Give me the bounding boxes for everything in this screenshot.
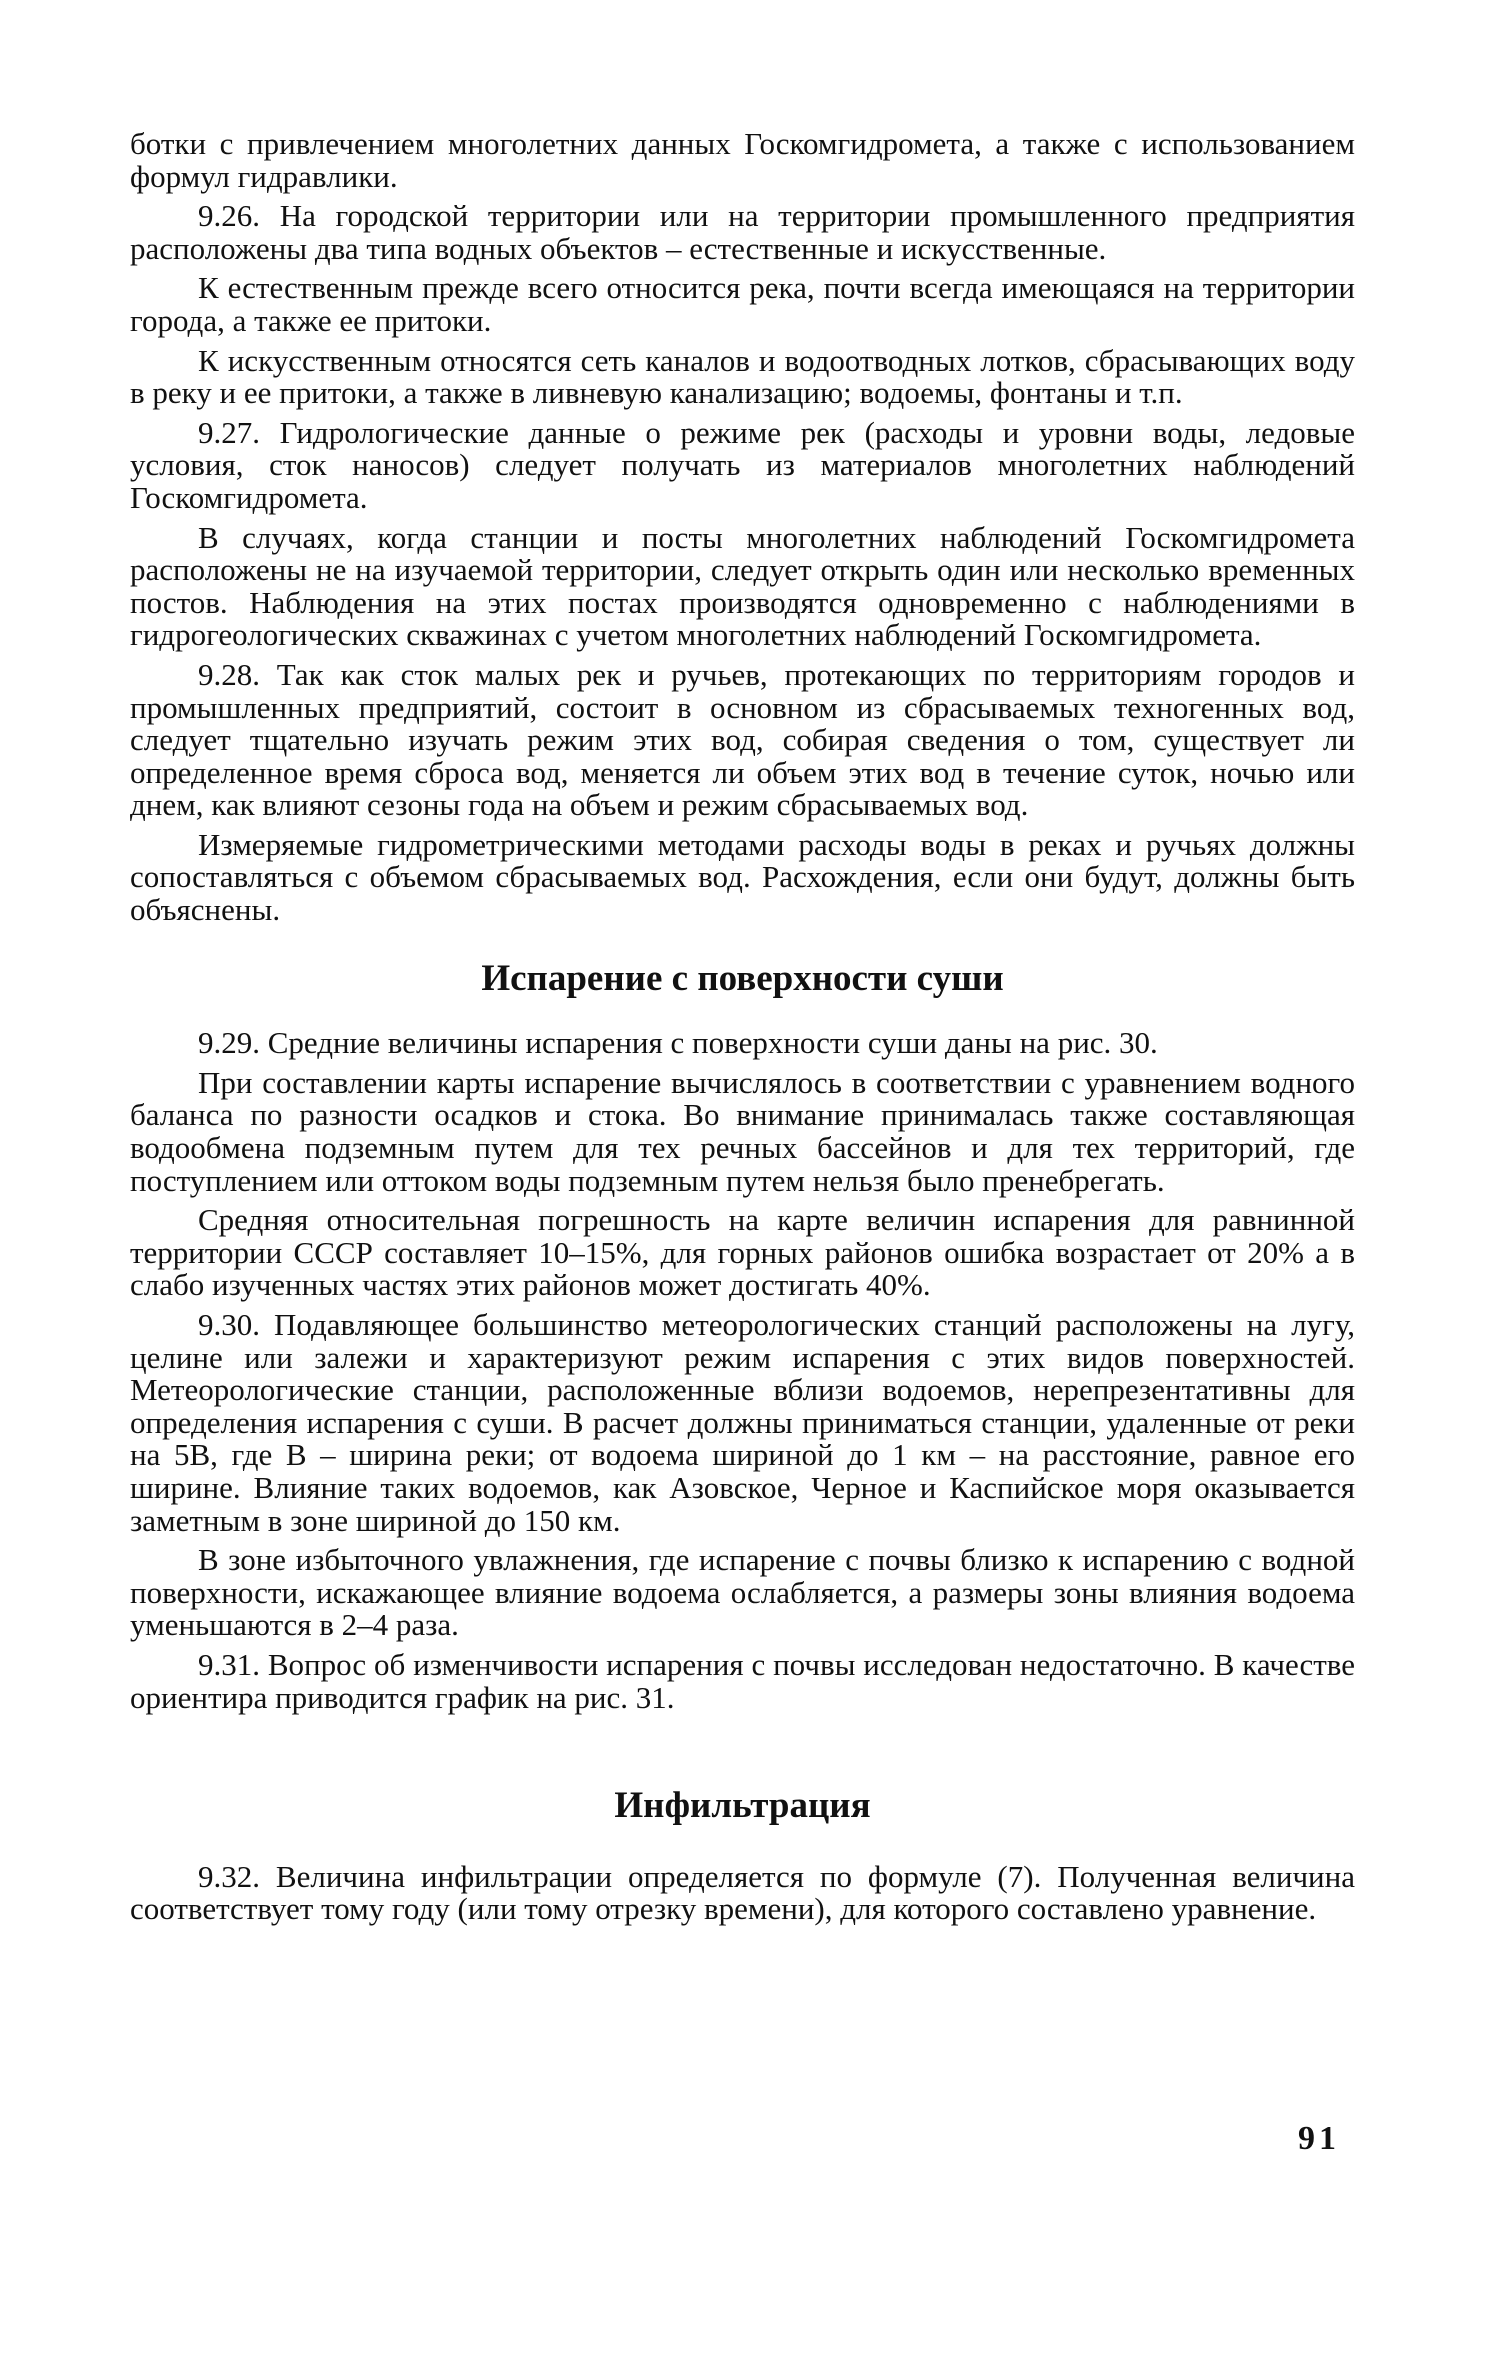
paragraph: 9.30. Подавляющее большинство метеорологических станций расположены на лугу, целине или залежи и характеризуют режим испарения с этих видов поверхностей. Метеорологические станции, расположенные вблизи водоемов, нерепрезентативны для определения испарения с суши. В расчет должны приниматься станции, удаленные от реки на 5B, где B – ширина реки; от водоема шириной до 1 км – на расстояние, равное его ширине. Влияние таких водоемов, как Азовское, Черное и Каспийское моря оказывается заметным в зоне шириной до 150 км. bbox=[130, 1307, 1355, 1538]
paragraph: В случаях, когда станции и посты многолетних наблюдений Госкомгидромета расположены не на изучаемой территории, следует открыть один или несколько временных постов. Наблюдения на этих постах производятся одновременно с наблюдениями в гидрогеологических скважинах с учетом многолетних наблюдений Госкомгидромета. bbox=[130, 519, 1355, 653]
paragraph: В зоне избыточного увлажнения, где испарение с почвы близко к испарению с водной поверхности, искажающее влияние водоема ослабляется, а размеры зоны влияния водоема уменьшаются в 2–4 раза. bbox=[130, 1542, 1355, 1643]
body-text bbox=[130, 128, 1355, 1926]
paragraph: Измеряемые гидрометрическими методами расходы воды в реках и ручьях должны сопоставляться с объемом сбрасываемых вод. Расхождения, если они будут, должны быть объяснены. bbox=[130, 826, 1355, 928]
paragraph: 9.31. Вопрос об изменчивости испарения с почвы исследован недостаточно. В качестве ориентира приводится график на рис. 31. bbox=[130, 1646, 1355, 1715]
page-number: 91 bbox=[1298, 2120, 1340, 2157]
paragraph: 9.29. Средние величины испарения с поверхности суши даны на рис. 30. bbox=[198, 1025, 1158, 1061]
paragraph: 9.28. Так как сток малых рек и ручьев, протекающих по территориям городов и промышленных предприятий, состоит в основном из сбрасываемых техногенных вод, следует тщательно изучать режим этих вод, собирая сведения о том, существует ли определенное время сброса вод, меняется ли объем этих вод в течение суток, ночью или днем, как влияют сезоны года на объем и режим сбрасываемых вод. bbox=[130, 656, 1355, 823]
paragraph: ботки с привлечением многолетних данных Госкомгидромета, а также с использованием формул гидравлики. bbox=[130, 126, 1355, 194]
paragraph: Средняя относительная погрешность на карте величин испарения для равнинной территории СССР составляет 10–15%, для горных районов ошибка возрастает от 20% а в слабо изученных частях этих районов может достигать 40%. bbox=[130, 1202, 1355, 1303]
paragraph: К естественным прежде всего относится река, почти всегда имеющаяся на территории города, а также ее притоки. bbox=[130, 270, 1355, 338]
paragraph: 9.27. Гидрологические данные о режиме рек (расходы и уровни воды, ледовые условия, сток наносов) следует получать из материалов многолетних наблюдений Госкомгидромета. bbox=[130, 414, 1355, 515]
paragraph: При составлении карты испарение вычислялось в соответствии с уравнением водного баланса по разности осадков и стока. Во внимание принималась также составляющая водообмена подземным путем для тех речных бассейнов и для тех территорий, где поступлением или оттоком воды подземным путем нельзя было пренебрегать. bbox=[130, 1064, 1355, 1198]
paragraph: К искусственным относятся сеть каналов и водоотводных лотков, сбрасывающих воду в реку и ее притоки, а также в ливневую канализацию; водоемы, фонтаны и т.п. bbox=[130, 342, 1355, 411]
paragraph: 9.26. На городской территории или на территории промышленного предприятия расположены два типа водных объектов – естественные и искусственные. bbox=[130, 198, 1355, 266]
section-heading-infiltration: Инфильтрация bbox=[614, 1785, 871, 1827]
paragraph: 9.32. Величина инфильтрации определяется по формуле (7). Полученная величина соответствует тому году (или тому отрезку времени), для которого составлено уравнение. bbox=[130, 1858, 1355, 1927]
section-heading-evaporation: Испарение с поверхности суши bbox=[481, 957, 1004, 999]
